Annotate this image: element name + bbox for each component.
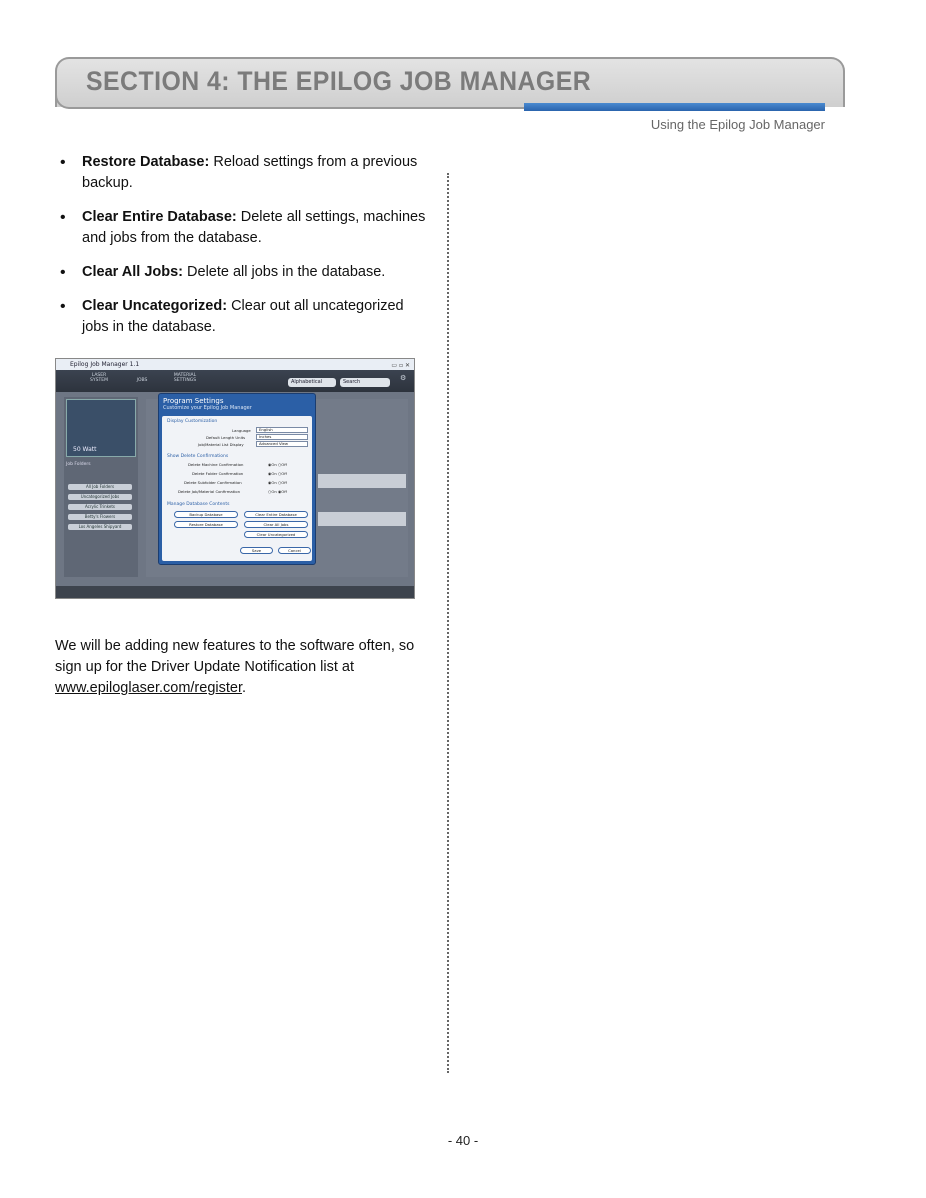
header-accent-rule [524,103,825,111]
tab-jobs: JOBS [136,378,148,383]
bullet-icon: • [60,209,66,226]
job-manager-screenshot [55,358,415,599]
delete-confirmations-heading: Show Delete Confirmations [167,454,229,459]
section-title: SECTION 4: THE EPILOG JOB MANAGER [86,66,592,96]
language-label: Language [232,428,251,433]
gear-icon: ⚙ [400,374,407,382]
units-select: Inches [256,434,308,440]
folder-item: Betty's Flowers [68,514,132,520]
folder-item: All Job Folders [68,484,132,490]
feature-bullet-list [58,152,433,351]
machine-thumbnail [66,399,136,457]
confirm-label: Delete Job/Material Confirmation [178,489,241,494]
language-select: English [256,427,308,433]
register-link[interactable]: www.epiloglaser.com/register [55,680,242,696]
confirm-label: Delete Folder Confirmation [192,471,244,476]
save-button: Save [240,547,273,554]
bullet-icon: • [60,264,66,281]
dialog-title: Program Settings [163,397,224,405]
folder-item: Los Angeles Shipyard [68,524,132,530]
machine-name: 50 Watt [73,446,97,453]
window-title: Epilog Job Manager 1.1 [70,361,140,368]
program-settings-dialog [158,393,316,565]
confirm-radio-group: ◉On ○Off [268,480,287,485]
folder-item: Uncategorized Jobs [68,494,132,500]
clear-uncategorized-button: Clear Uncategorized [244,531,308,538]
confirm-radio-group: ◉On ○Off [268,462,287,467]
tab-material-settings: MATERIAL SETTINGS [173,373,197,383]
job-folders-label: Job Folders [66,462,91,467]
dialog-panel [162,416,312,561]
cancel-button: Cancel [278,547,311,554]
bullet-clear-uncategorized: • Clear Uncategorized: Clear out all uncategorized jobs in the database. [60,298,404,335]
confirm-label: Delete Machine Confirmation [188,462,244,467]
job-settings-table [318,474,406,488]
app-status-bar [56,586,414,598]
search-input: Search [340,378,390,387]
window-titlebar [56,359,414,370]
page-number: - 40 - [447,1133,479,1148]
confirm-radio-group: ○On ◉Off [268,489,287,494]
clear-all-jobs-button: Clear All Jobs [244,521,308,528]
bullet-icon: • [60,154,66,171]
manage-database-heading: Manage Database Contents [167,502,230,507]
bullet-clear-entire-database: • Clear Entire Database: Delete all settings, machines and jobs from the database. [60,209,426,246]
list-display-label: Job/Material List Display [198,442,244,447]
window-controls-icon: ▭ ▫ ✕ [391,362,410,369]
units-label: Default Length Units [206,435,246,440]
clear-entire-database-button: Clear Entire Database [244,511,308,518]
job-settings-table [318,512,406,526]
backup-database-button: Backup Database [174,511,238,518]
update-notification-paragraph: We will be adding new features to the software often, so sign up for the Driver Update Notification list at www.epiloglaser.com/register. [55,638,415,696]
bullet-icon: • [60,298,66,315]
section-subhead: Using the Epilog Job Manager [650,117,825,132]
sort-select: Alphabetical [288,378,336,387]
bullet-restore-database: • Restore Database: Reload settings from a previous backup. [60,154,418,191]
folder-item: Acrylic Trinkets [68,504,132,510]
tab-laser-system: LASER SYSTEM [90,373,108,383]
column-divider [447,173,449,1073]
bullet-clear-all-jobs: • Clear All Jobs: Delete all jobs in the database. [60,264,386,281]
dialog-subtitle: Customize your Epilog Job Manager [163,405,252,411]
display-customization-heading: Display Customization [167,419,218,424]
list-display-select: Advanced View [256,441,308,447]
confirm-label: Delete Subfolder Confirmation [184,480,242,485]
app-tab-bar [56,370,414,392]
restore-database-button: Restore Database [174,521,238,528]
confirm-radio-group: ◉On ○Off [268,471,287,476]
